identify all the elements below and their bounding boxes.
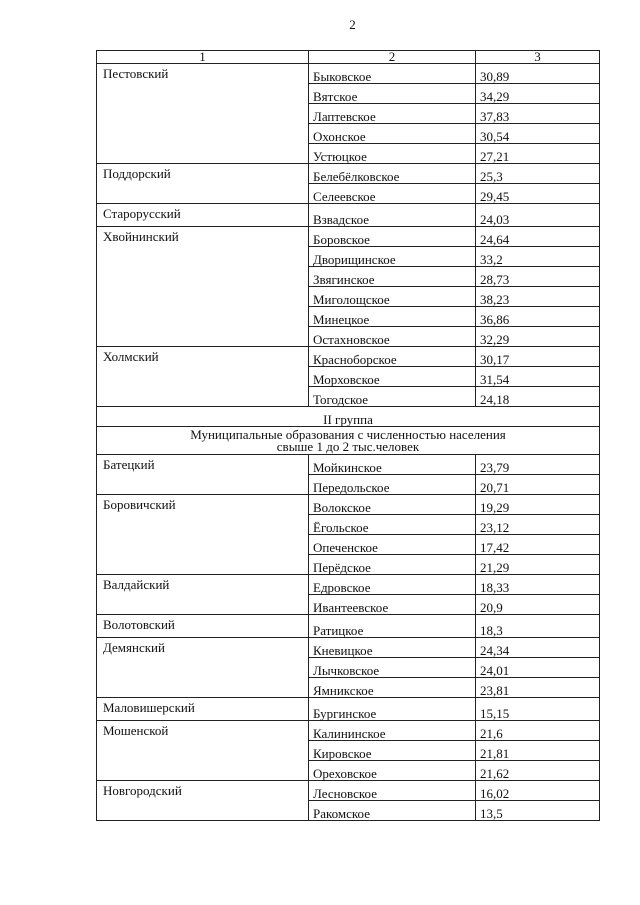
settlement-name: Звягинское — [309, 267, 476, 287]
value-cell: 29,45 — [476, 184, 600, 204]
value-cell: 30,17 — [476, 347, 600, 367]
value-cell: 30,89 — [476, 64, 600, 84]
settlement-name: Лесновское — [309, 781, 476, 801]
district-name: Поддорский — [97, 164, 309, 204]
value-cell: 21,62 — [476, 761, 600, 781]
settlement-name: Ракомское — [309, 801, 476, 821]
value-cell: 20,71 — [476, 475, 600, 495]
value-cell: 34,29 — [476, 84, 600, 104]
settlement-name: Ореховское — [309, 761, 476, 781]
settlement-name: Селеевское — [309, 184, 476, 204]
value-cell: 21,6 — [476, 721, 600, 741]
group-description — [97, 427, 600, 455]
settlement-name: Миголощское — [309, 287, 476, 307]
settlement-name: Красноборское — [309, 347, 476, 367]
district-name: Старорусский — [97, 204, 309, 227]
value-cell: 24,18 — [476, 387, 600, 407]
settlement-name: Волокское — [309, 495, 476, 515]
value-cell: 24,03 — [476, 204, 600, 227]
page-number: 2 — [349, 17, 356, 32]
value-cell: 20,9 — [476, 595, 600, 615]
district-name: Мошенской — [97, 721, 309, 781]
value-cell: 18,3 — [476, 615, 600, 638]
value-cell: 18,33 — [476, 575, 600, 595]
value-cell: 13,5 — [476, 801, 600, 821]
column-header: 1 — [97, 51, 309, 64]
table-row — [97, 721, 600, 741]
table-row — [97, 204, 600, 227]
value-cell: 33,2 — [476, 247, 600, 267]
settlement-name: Лаптевское — [309, 104, 476, 124]
value-cell: 21,81 — [476, 741, 600, 761]
value-cell: 28,73 — [476, 267, 600, 287]
settlement-name: Минецкое — [309, 307, 476, 327]
settlement-name: Ямникское — [309, 678, 476, 698]
table-row — [97, 455, 600, 475]
settlement-name: Вятское — [309, 84, 476, 104]
value-cell: 30,54 — [476, 124, 600, 144]
settlement-name: Бургинское — [309, 698, 476, 721]
table-row — [97, 64, 600, 84]
settlement-name: Опеченское — [309, 535, 476, 555]
settlement-name: Ивантеевское — [309, 595, 476, 615]
value-cell: 32,29 — [476, 327, 600, 347]
value-cell: 21,29 — [476, 555, 600, 575]
group-description-line: свыше 1 до 2 тыс.человек — [276, 438, 420, 454]
settlement-name: Кировское — [309, 741, 476, 761]
settlement-name: Остахновское — [309, 327, 476, 347]
settlement-name: Ратицкое — [309, 615, 476, 638]
group-title: II группа — [97, 407, 600, 427]
group-description-row — [97, 427, 600, 455]
table-row — [97, 638, 600, 658]
municipal-table — [96, 50, 600, 821]
value-cell: 24,01 — [476, 658, 600, 678]
table-row — [97, 164, 600, 184]
district-name: Новгородский — [97, 781, 309, 821]
settlement-name: Ёгольское — [309, 515, 476, 535]
value-cell: 27,21 — [476, 144, 600, 164]
settlement-name: Мойкинское — [309, 455, 476, 475]
value-cell: 19,29 — [476, 495, 600, 515]
district-name: Демянский — [97, 638, 309, 698]
group-title-row — [97, 407, 600, 427]
settlement-name: Боровское — [309, 227, 476, 247]
value-cell: 36,86 — [476, 307, 600, 327]
settlement-name: Охонское — [309, 124, 476, 144]
value-cell: 37,83 — [476, 104, 600, 124]
value-cell: 38,23 — [476, 287, 600, 307]
value-cell: 24,34 — [476, 638, 600, 658]
settlement-name: Устюцкое — [309, 144, 476, 164]
value-cell: 23,81 — [476, 678, 600, 698]
value-cell: 23,12 — [476, 515, 600, 535]
column-header: 3 — [476, 51, 600, 64]
table-row — [97, 698, 600, 721]
district-name: Батецкий — [97, 455, 309, 495]
value-cell: 23,79 — [476, 455, 600, 475]
column-header: 2 — [309, 51, 476, 64]
district-name: Валдайский — [97, 575, 309, 615]
table-row — [97, 781, 600, 801]
settlement-name: Морховское — [309, 367, 476, 387]
value-cell: 24,64 — [476, 227, 600, 247]
value-cell: 25,3 — [476, 164, 600, 184]
settlement-name: Передольское — [309, 475, 476, 495]
district-name: Хвойнинский — [97, 227, 309, 347]
settlement-name: Перёдское — [309, 555, 476, 575]
table-row — [97, 227, 600, 247]
district-name: Пестовский — [97, 64, 309, 164]
group-description-line: Муниципальные образования с численностью населения — [190, 426, 506, 442]
district-name: Волотовский — [97, 615, 309, 638]
district-name: Боровичский — [97, 495, 309, 575]
district-name: Маловишерский — [97, 698, 309, 721]
settlement-name: Едровское — [309, 575, 476, 595]
table-row — [97, 347, 600, 367]
district-name: Холмский — [97, 347, 309, 407]
header-row — [97, 51, 600, 64]
table-row — [97, 495, 600, 515]
settlement-name: Калининское — [309, 721, 476, 741]
table-row — [97, 575, 600, 595]
settlement-name: Тогодское — [309, 387, 476, 407]
settlement-name: Дворищинское — [309, 247, 476, 267]
settlement-name: Белебёлковское — [309, 164, 476, 184]
value-cell: 16,02 — [476, 781, 600, 801]
value-cell: 31,54 — [476, 367, 600, 387]
settlement-name: Лычковское — [309, 658, 476, 678]
settlement-name: Взвадское — [309, 204, 476, 227]
settlement-name: Кневицкое — [309, 638, 476, 658]
settlement-name: Быковское — [309, 64, 476, 84]
value-cell: 17,42 — [476, 535, 600, 555]
value-cell: 15,15 — [476, 698, 600, 721]
table-row — [97, 615, 600, 638]
